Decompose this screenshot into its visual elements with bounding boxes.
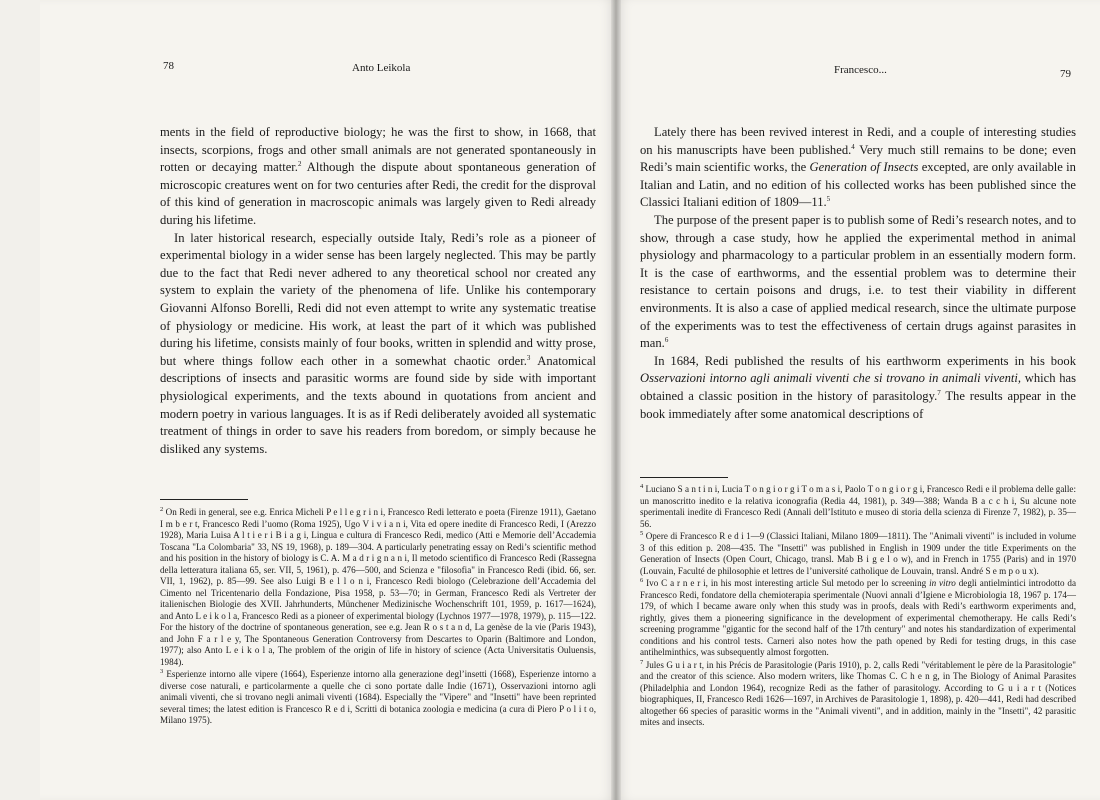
right-page-number: 79 xyxy=(1060,68,1071,80)
footnote-marker: 3 xyxy=(526,353,531,362)
left-footnotes xyxy=(160,507,596,728)
footnote-marker: 3 xyxy=(160,667,164,675)
book-gutter xyxy=(611,0,621,800)
text-run: The results appear in the book immediately after some anatomical descriptions of xyxy=(640,388,1076,421)
paragraph xyxy=(640,353,1076,423)
paragraph xyxy=(160,230,596,459)
right-footnotes xyxy=(640,484,1076,730)
footnote-marker: 4 xyxy=(640,482,644,490)
footnote-marker: 2 xyxy=(297,160,302,168)
footnote-marker: 7 xyxy=(937,388,941,397)
text-run: ments in the field of reproductive biology; he was the first to show, in 1668, that insects, scorpions, frogs and other small animals are not generated spontaneously in rotten or decaying matter. xyxy=(160,125,596,175)
footnote-marker: 7 xyxy=(640,658,644,666)
left-running-head: Anto Leikola xyxy=(352,62,411,74)
italic-text: in vitro xyxy=(929,578,956,588)
italic-text: Osservazioni intorno agli animali viventi che si trovano in animali viventi, xyxy=(640,371,1022,386)
text-run: The purpose of the present paper is to publish some of Redi’s research notes, and to show, through a case study, how he applied the experimental method in animal physiology and pharmacology to a particular problem in an essentially modern form. It is the case of earthworms, and the essential problem was to determine their resistance to certain poisons and drugs, i.e. to test their viability in different environments. It is also a case of applied medical research, since the ultimate purpose of the experiments was to test the effectiveness of certain drugs against parasites in man. xyxy=(640,212,1076,351)
right-body-text xyxy=(640,124,1076,423)
text-run: Very much still remains to be done; even Redi’s main scientific works, the xyxy=(640,142,1076,175)
footnote xyxy=(640,531,1076,577)
paragraph xyxy=(640,124,1076,212)
text-run: In later historical research, especially outside Italy, Redi’s role as a pioneer of experimental biology in a wider sense has been largely neglected. This may be partly due to the fact that Redi never adhered to any theoretical school nor created any system to explain the variety of the phenomena of life. Unlike his contemporary Giovanni Alfonso Borelli, Redi did not even attempt to write any systematic treatise of physiology or medicine. His work, at least the part of it which was published during his lifetime, consists mainly of four books, written in splendid and witty prose, but where things follow each other in a somewhat chaotic order. xyxy=(160,230,596,368)
text-run: excepted, are only available in Italian and Latin, and no edition of his collected works has been published since the Classici Italiani edition of 1809—11. xyxy=(640,160,1076,210)
text-run: Although the dispute about spontaneous generation of microscopic creatures went on for two centuries after Redi, the credit for the disproval of this kind of generation in macroscopic animals was largely given to Redi already during his lifetime. xyxy=(160,160,596,227)
left-page-number: 78 xyxy=(163,60,174,72)
text-run: which has obtained a classic position in the history of parasitology. xyxy=(640,371,1076,403)
footnote xyxy=(640,484,1076,530)
paragraph xyxy=(640,212,1076,353)
footnote-marker: 6 xyxy=(640,576,644,584)
text-run: Luciano S a n t i n i, Lucia T o n g i o r g i T o m a s i, Paolo T o n g i o r g i, Francesco Redi e il problema delle galle: un manoscritto inedito e la relativa iconografia (Redia 44, 1981), p. 349—388; Wanda B a c c h i, Su alcune note sperimentali inedite di Francesco Redi (Annali dell’Istituto e museo di storia della scienza di Firenze 7, 1982), p. 35—56. xyxy=(640,484,1076,529)
left-body-text xyxy=(160,124,596,458)
right-running-head: Francesco... xyxy=(834,64,887,76)
italic-text: Generation of Insects xyxy=(809,160,919,175)
footnote xyxy=(160,669,596,727)
paragraph xyxy=(160,124,596,230)
text-run: Lately there has been revived interest in Redi, and a couple of interesting studies on his manuscripts have been published. xyxy=(640,125,1076,157)
text-run: On Redi in general, see e.g. Enrica Micheli P e l l e g r i n i, Francesco Redi letterato e poeta (Firenze 1911), Gaetano I m b e r t, Francesco Redi l’uomo (Roma 1925), Ugo V i v i a n i, Vita ed opere inedite di Francesco Redi, I (Arezzo 1928), Maria Luisa A l t i e r i B i a g i, Lingua e cultura di Francesco Redi, medico (Atti e Memorie dell’Accademia Toscana "La Colombaria" 33, NS 19, 1968), p. 189—304. A particularly penetrating essay on Redi’s scientific method and his position in the history of biology is C. A. M a d r i g n a n i, Il metodo scientifico di Francesco Redi (Rassegna della letteratura italiana 65, ser. VII, 5, 1961), p. 476—500, and Scienza e "filosofia" in Francesco Redi (ibid. 66, ser. VII, 1, 1962), p. 85—99. See also Luigi B e l l o n i, Francesco Redi biologo (Celebrazione dell’Accademia del Cimento nel Tricentenario della Fondazione, Pisa 1958, p. 53—70; in German, Francesco Redi als Vertreter der italienischen Biologie des XVII. Jahrhunderts, Münchener Medizinische Wochenschrift 101, 1959, p. 1617—1624), and Anto L e i k o l a, Francesco Redi as a pioneer of experimental biology (Lychnos 1977—1978, 1979), p. 115—122. For the history of the doctrine of spontaneous generation, see e.g. Jean R o s t a n d, La genèse de la vie (Paris 1943), and John F a r l e y, The Spontaneous Generation Controversy from Descartes to Oparin (Baltimore and London, 1977); also Anto L e i k o l a, The problem of the origin of life in history of science (Acta Universitatis Ouluensis, 1984). xyxy=(160,507,596,667)
footnote-marker: 5 xyxy=(826,195,831,204)
footnote-rule xyxy=(160,499,248,500)
footnote xyxy=(640,660,1076,729)
footnote-marker: 4 xyxy=(851,142,855,151)
footnote-marker: 6 xyxy=(664,335,669,344)
footnote-marker: 2 xyxy=(160,505,164,513)
text-run: degli antielmintici introdotto da Francesco Redi, fondatore della chemioterapia sperimentale (Nuovi annali d’Igiene e Microbiologia 18, 1967 p. 174—179, of which I became aware only when this study was in proofs, deals with Redi’s earthworm experiments and, rightly, gives them a pioneering significance in the development of experimental chemotherapy. He calls Redi’s screening programme "gigantic for the second half of the 17th century" and notes his standardization of experimental conditions and his control tests. Carneri also notes how the path opened by Redi for testing drugs, in this case antihelminthics, was subsequently almost forgotten. xyxy=(640,578,1076,657)
text-run: Anatomical descriptions of insects and parasitic worms are found side by side with important physiological experiments, and the texts abound in quotations from ancient and modern poetry in various languages. It is as if Redi deliberately avoided all systematic treatment of things in order to save his readers from boredom, or simply because he disliked any systems. xyxy=(160,353,596,456)
footnote xyxy=(640,578,1076,659)
text-run: Ivo C a r n e r i, in his most interesting article Sul metodo per lo screening xyxy=(643,578,930,588)
footnote-marker: 5 xyxy=(640,529,644,537)
text-run: Jules G u i a r t, in his Précis de Parasitologie (Paris 1910), p. 2, calls Redi "véritablement le père de la Parasitologie" and the creator of this science. Also modern writers, like Thomas C. C h e n g, in The Biology of Animal Parasites (Philadelphia and London 1964), recognize Redi as the father of parasitology. According to G u i a r t (Notices biographiques, II, Francesco Redi 1626—1697, in Archives de Parasitologie 1, 1898), p. 420—441, Redi had described altogether 66 species of parasitic worms in the "Animali viventi", and in addition, mainly in the "Insetti", 42 parasitic mites and insects. xyxy=(640,659,1076,727)
footnote xyxy=(160,507,596,668)
footnote-rule xyxy=(640,477,728,478)
text-run: In 1684, Redi published the results of his earthworm experiments in his book xyxy=(654,353,1076,368)
text-run: Esperienze intorno alle vipere (1664), Esperienze intorno alla generazione degl’insetti (1668), Esperienze intorno a diverse cose naturali, e particolarmente a quelle che ci sono portate dalle Indie (1671), Osservazioni intorno agli animali viventi, che si trovano negli animali viventi (1684). Especially the "Vipere" and "Insetti" have been reprinted several times; the latest edition is Francesco R e d i, Scritti di botanica zoologia e medicina (a cura di Piero P o l i t o, Milano 1975). xyxy=(160,669,596,725)
text-run: Opere di Francesco R e d i 1—9 (Classici Italiani, Milano 1809—1811). The "Animali viventi" is included in volume 3 of this edition p. 208—435. The "Insetti" was published in English in 1909 under the title Experiments on the Generation of Insects (Open Court, Chicago, transl. Mab B i g e l o w), and in French in 1755 (Paris) and in 1970 (Louvain, Faculté de philosophie et lettres de l’université catholique de Louvain, transl. André S e m p o u x). xyxy=(640,531,1076,576)
